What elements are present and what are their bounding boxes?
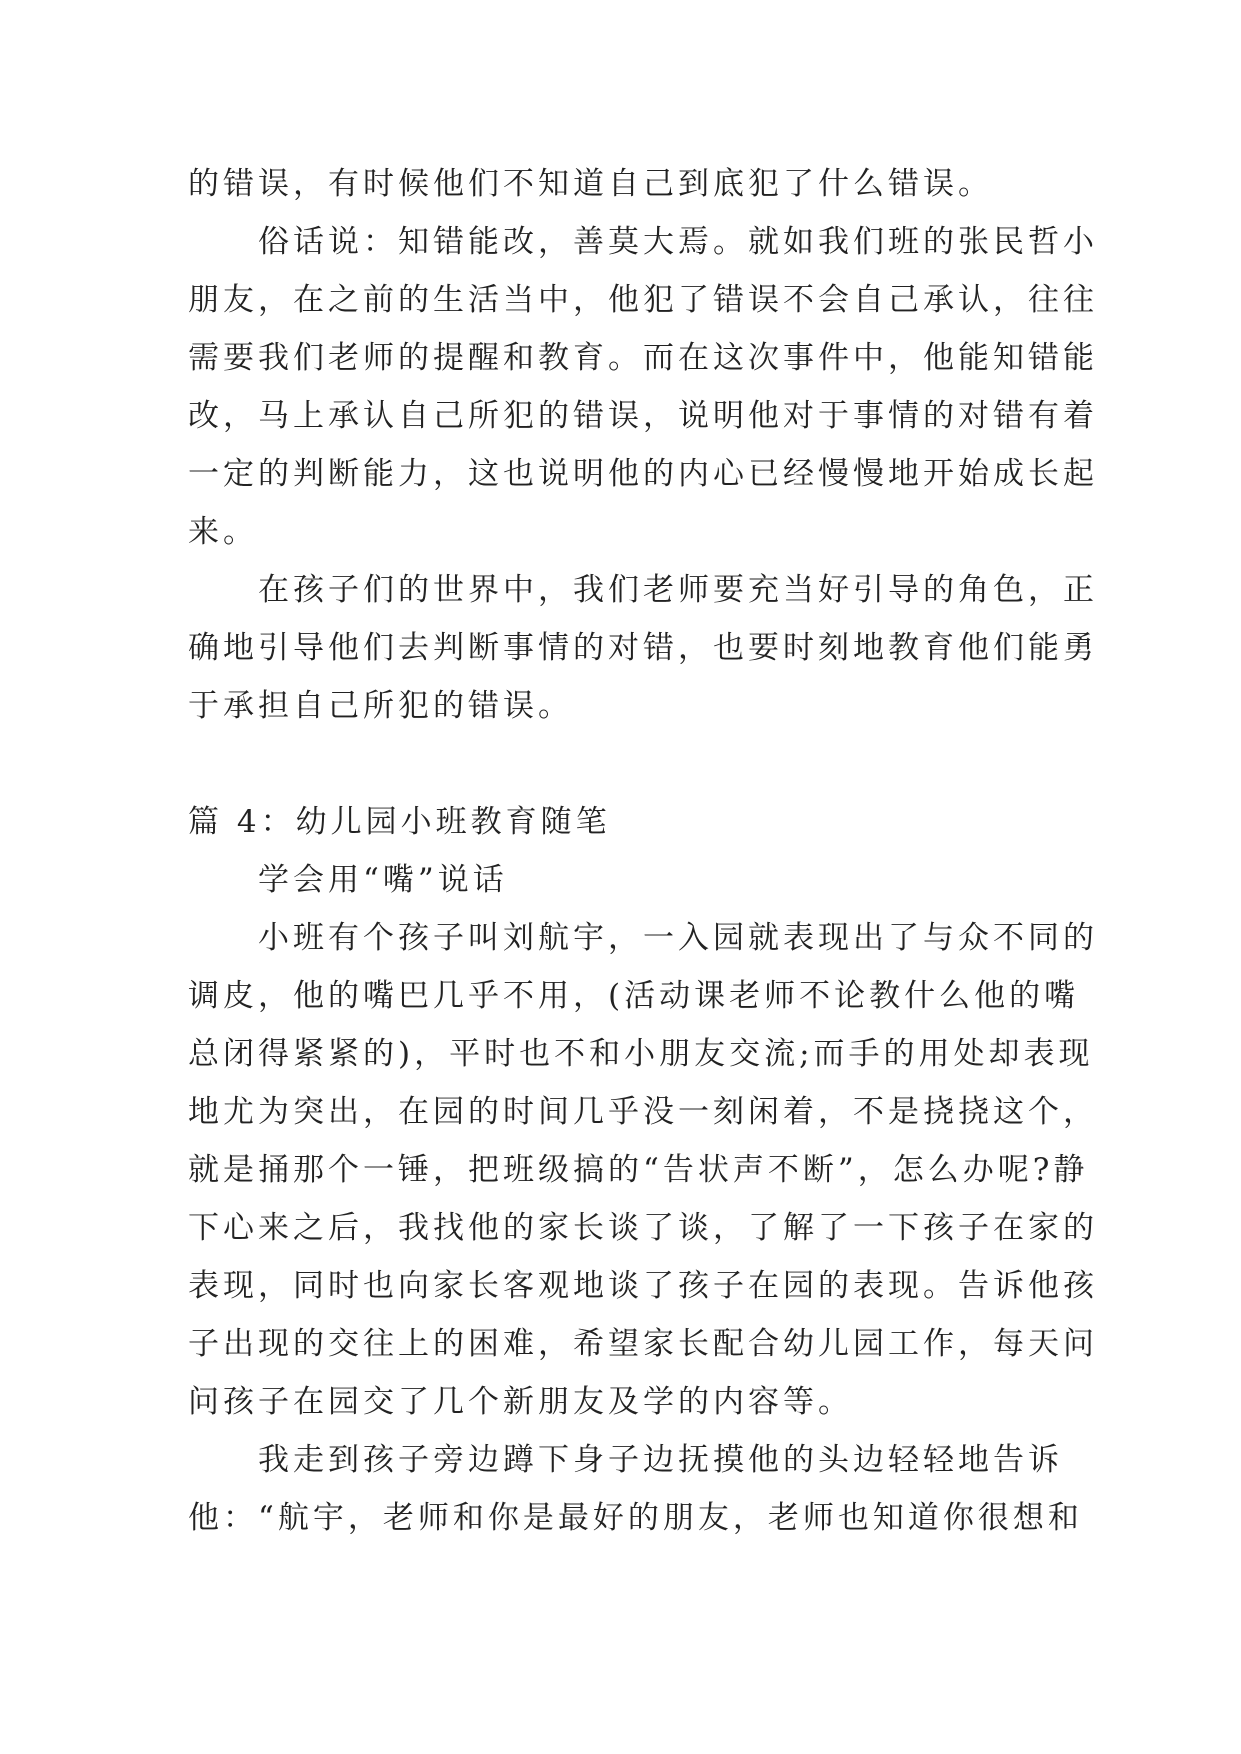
text-line: 子出现的交往上的困难，希望家长配合幼儿园工作，每天问 bbox=[188, 1326, 1098, 1362]
text-line: 他：“航宇，老师和你是最好的朋友，老师也知道你很想和 bbox=[188, 1500, 1083, 1536]
paragraph-gap bbox=[188, 735, 1058, 793]
text-line: 就是捅那个一锤，把班级搞的“告状声不断”，怎么办呢?静 bbox=[188, 1152, 1089, 1188]
text-line: 来。 bbox=[188, 514, 258, 550]
text-line: 需要我们老师的提醒和教育。而在这次事件中，他能知错能 bbox=[188, 340, 1098, 376]
text-line: 总闭得紧紧的)，平时也不和小朋友交流;而手的用处却表现 bbox=[188, 1036, 1094, 1072]
text-line: 表现，同时也向家长客观地谈了孩子在园的表现。告诉他孩 bbox=[188, 1268, 1098, 1304]
section-heading: 篇 4：幼儿园小班教育随笔 bbox=[188, 804, 611, 840]
text-line: 确地引导他们去判断事情的对错，也要时刻地教育他们能勇 bbox=[188, 630, 1098, 666]
text-line: 小班有个孩子叫刘航宇，一入园就表现出了与众不同的 bbox=[258, 920, 1098, 956]
text-line: 下心来之后，我找他的家长谈了谈，了解了一下孩子在家的 bbox=[188, 1210, 1098, 1246]
text-line: 的错误，有时候他们不知道自己到底犯了什么错误。 bbox=[188, 166, 993, 202]
text-line: 在孩子们的世界中，我们老师要充当好引导的角色，正 bbox=[258, 572, 1098, 608]
text-line: 地尤为突出，在园的时间几乎没一刻闲着，不是挠挠这个， bbox=[188, 1094, 1098, 1130]
text-line: 朋友，在之前的生活当中，他犯了错误不会自己承认，往往 bbox=[188, 282, 1098, 318]
text-line: 问孩子在园交了几个新朋友及学的内容等。 bbox=[188, 1384, 853, 1420]
text-line: 改，马上承认自己所犯的错误，说明他对于事情的对错有着 bbox=[188, 398, 1098, 434]
text-line: 一定的判断能力，这也说明他的内心已经慢慢地开始成长起 bbox=[188, 456, 1098, 492]
text-line: 于承担自己所犯的错误。 bbox=[188, 688, 573, 724]
text-line: 俗话说：知错能改，善莫大焉。就如我们班的张民哲小 bbox=[258, 224, 1098, 260]
body-text bbox=[188, 155, 1098, 1547]
text-line: 调皮，他的嘴巴几乎不用，(活动课老师不论教什么他的嘴 bbox=[188, 978, 1080, 1014]
text-line: 我走到孩子旁边蹲下身子边抚摸他的头边轻轻地告诉 bbox=[258, 1442, 1063, 1478]
article-title: 学会用“嘴”说话 bbox=[258, 862, 508, 898]
